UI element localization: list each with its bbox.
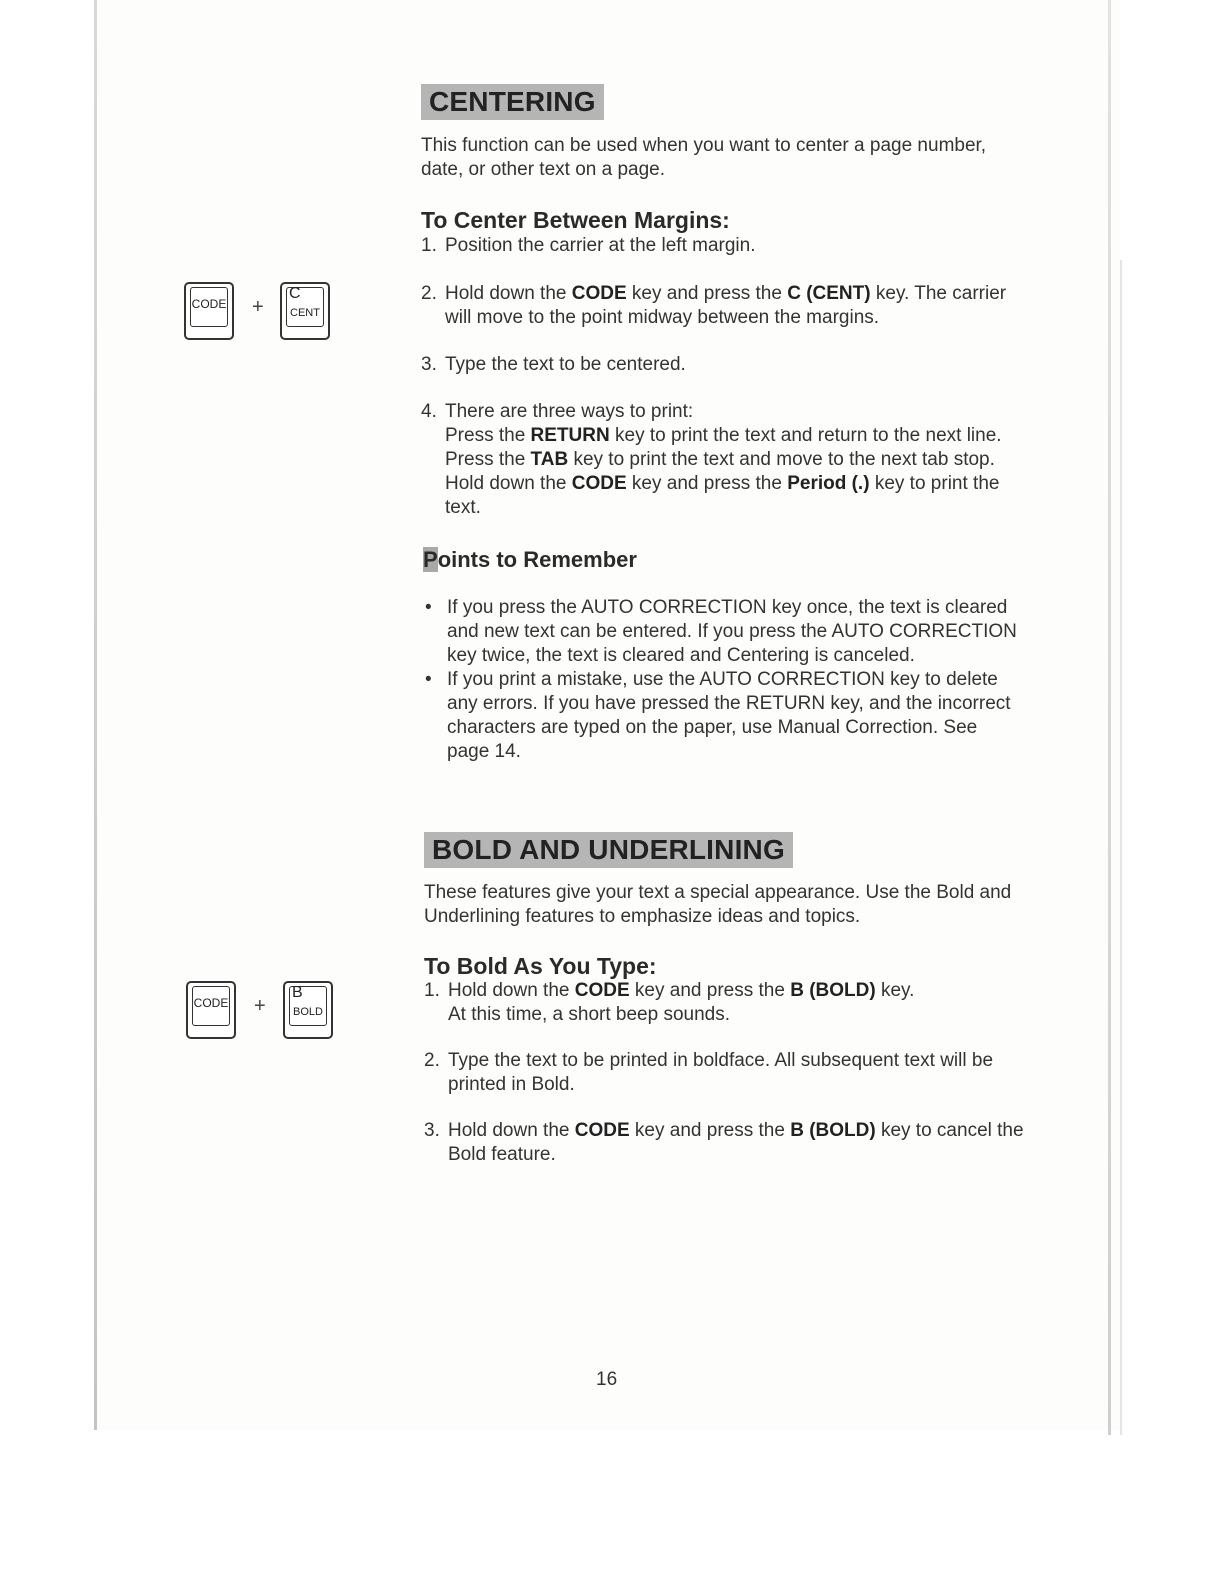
- step-text: There are three ways to print: Press the RETURN key to print the text and return to the next line. Press the TAB key to print the text and move to the next tab stop. Hold down the CODE key and press the Period (.) key to print the text.: [445, 401, 1002, 518]
- plus-sign: +: [252, 296, 264, 318]
- code-key-icon: [184, 282, 234, 340]
- step-number: 2.: [424, 1050, 440, 1071]
- centering-step-2: [421, 282, 1021, 330]
- step-text: Position the carrier at the left margin.: [445, 235, 756, 256]
- code-key-label: CODE: [191, 297, 227, 311]
- centering-intro: This function can be used when you want to center a page number, date, or other text on a page.: [421, 135, 987, 180]
- bold-intro: These features give your text a special appearance. Use the Bold and Underlining features to emphasize ideas and topics.: [424, 882, 1012, 927]
- bold-step-2: [424, 1049, 1024, 1097]
- code-key-icon: [186, 981, 236, 1039]
- step-number: 1.: [424, 980, 440, 1001]
- bold-step-1: [424, 979, 1024, 1027]
- list-item: • If you press the AUTO CORRECTION key once, the text is cleared and new text can be entered. If you press the AUTO CORRECTION key twice, the text is cleared and Centering is canceled.: [425, 597, 1017, 666]
- center-between-margins-heading: To Center Between Margins:: [421, 207, 730, 233]
- step-number: 1.: [421, 235, 437, 256]
- centering-heading: CENTERING: [421, 84, 604, 120]
- bold-underlining-heading: BOLD AND UNDERLINING: [424, 832, 793, 868]
- points-to-remember-list: [423, 596, 1023, 764]
- bold-step-3: [424, 1119, 1024, 1167]
- centering-step-3: [421, 353, 1031, 377]
- bold-as-you-type-heading: To Bold As You Type:: [424, 953, 657, 979]
- page-edge-right-shadow: [1120, 260, 1122, 1435]
- code-bold-key-combo: [186, 981, 346, 1045]
- step-number: 3.: [421, 354, 437, 375]
- code-cent-key-combo: [184, 282, 344, 346]
- bold-key-icon: [283, 981, 333, 1039]
- step-text: Hold down the CODE key and press the C (CENT) key. The carrier will move to the point midway between the margins.: [445, 283, 1007, 328]
- page-edge-left: [94, 0, 97, 1430]
- cent-key-sub-label: CENT: [290, 307, 320, 319]
- bold-key-sub-label: BOLD: [293, 1006, 323, 1018]
- step-number: 4.: [421, 401, 437, 422]
- page-edge-right: [1108, 0, 1111, 1435]
- centering-step-4: [421, 400, 1031, 520]
- step-text: Type the text to be centered.: [445, 354, 686, 375]
- step-text: Type the text to be printed in boldface. All subsequent text will be printed in Bold.: [448, 1050, 994, 1095]
- step-number: 2.: [421, 283, 437, 304]
- plus-sign: +: [254, 995, 266, 1017]
- code-key-label: CODE: [193, 996, 229, 1010]
- step-number: 3.: [424, 1120, 440, 1141]
- step-text: Hold down the CODE key and press the B (BOLD) key. At this time, a short beep sounds.: [448, 980, 915, 1025]
- list-item: • If you print a mistake, use the AUTO CORRECTION key to delete any errors. If you have pressed the RETURN key, and the incorrect characters are typed on the paper, use Manual Correction. See page 14.: [425, 669, 1011, 762]
- cent-key-icon: [280, 282, 330, 340]
- cent-key-letter: C: [289, 285, 301, 302]
- page-number: 16: [596, 1369, 618, 1390]
- centering-step-1: [421, 234, 1031, 258]
- points-to-remember-heading: Points to Remember: [423, 547, 637, 572]
- bold-key-letter: B: [292, 984, 303, 1001]
- step-text: Hold down the CODE key and press the B (BOLD) key to cancel the Bold feature.: [448, 1120, 1024, 1165]
